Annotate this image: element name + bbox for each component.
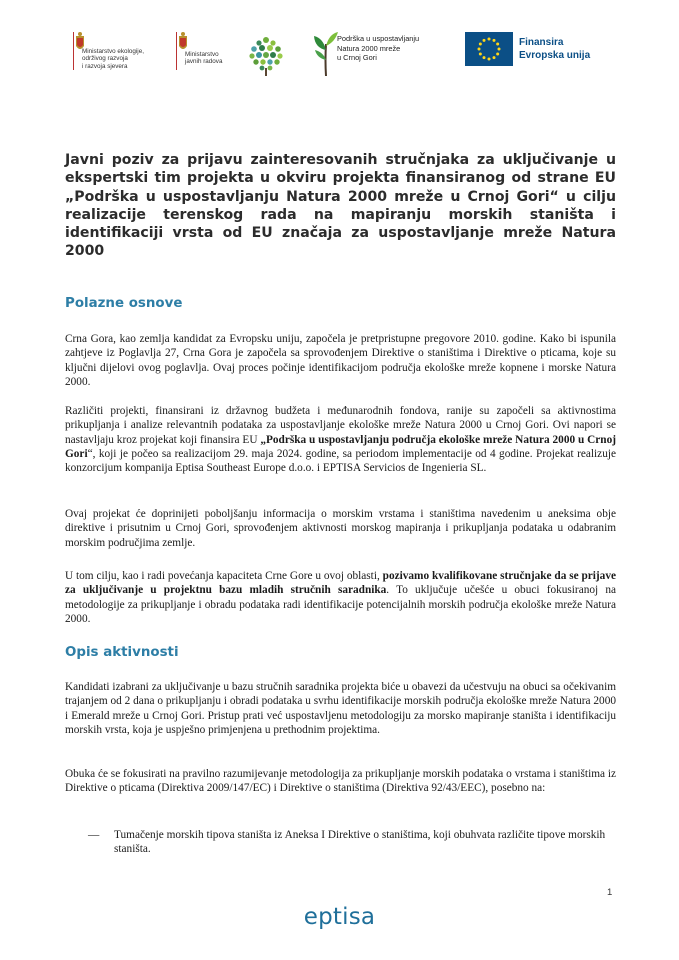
logo1-line2: održivog razvoja bbox=[82, 55, 128, 63]
logo5-line1: Finansira bbox=[519, 37, 564, 48]
eu-funding-logo bbox=[465, 32, 591, 66]
eu-star-icon bbox=[488, 38, 491, 41]
eu-star-icon bbox=[483, 56, 486, 59]
logo5-line2: Evropska unija bbox=[519, 50, 591, 61]
ministry-public-works-logo bbox=[173, 30, 223, 70]
eu-star-icon bbox=[478, 48, 481, 51]
paragraph-intro-4-a: U tom cilju, kao i radi povećanja kapaciteta Crne Gore u ovoj oblasti, bbox=[65, 570, 383, 582]
section-heading-opis-aktivnosti: Opis aktivnosti bbox=[65, 645, 179, 660]
eu-star-icon bbox=[483, 39, 486, 42]
logo2-line2: javnih radova bbox=[185, 58, 223, 66]
paragraph-intro-2-b: “, koji je počeo sa realizacijom 29. maja 2024. godine, sa periodom implementacije od 4 godine. Projekat realizuje konzorcijum kompanija Eptisa Southeast Europe d.o.o. i EPTISA Servicios de Ingenieria SL. bbox=[65, 447, 616, 475]
logo1-line3: i razvoja sjevera bbox=[82, 62, 128, 70]
paragraph-activities-2: Obuka će se fokusirati na pravilno razumijevanje metodologija za prikupljanje morskih podataka o vrstama i staništima iz Direktive o pticama (Direktiva 2009/147/EC) i Direktive o staništima (Direktiva 92/43/EEC), posebno na: bbox=[65, 768, 616, 795]
eu-star-icon bbox=[493, 39, 496, 42]
list-item-text: Tumačenje morskih tipova staništa iz Aneksa I Direktive o staništima, koji obuhvata različite tipove morskih staništa. bbox=[114, 829, 606, 856]
paragraph-intro-3: Ovaj projekat će doprinijeti poboljšanju informacija o morskim vrstama i staništima navedenim u aneksima obje direktive i prisutnim u Crnoj Gori, sprovođenjem aktivnosti morskog mapiranja i prikupljanja podataka u odabranim morskim područjima zemlje. bbox=[65, 508, 616, 549]
list-item bbox=[88, 828, 616, 857]
eu-star-icon bbox=[496, 53, 499, 56]
dash-bullet: — bbox=[88, 829, 100, 841]
page-number: 1 bbox=[607, 887, 613, 898]
eu-flag-icon bbox=[465, 32, 513, 66]
eu-star-icon bbox=[479, 53, 482, 56]
paragraph-intro-1: Crna Gora, kao zemlja kandidat za Evropsku uniju, započela je pretpristupne pregovore 2010. godine. Kako bi ispunila zahtjeve iz Poglavlja 27, Crna Gora je započela sa sprovođenjem Direktive o staništima i Direktive o pticama, koje su ključni dijelovi ovog poglavlja. Ovaj proces počinje identifikacijom područja ekološke mreže kopnene i morske Natura 2000. bbox=[65, 333, 616, 388]
logo4-line3: u Crnoj Gori bbox=[337, 53, 377, 63]
natura-project-logo bbox=[311, 30, 420, 78]
logo-header bbox=[70, 30, 620, 82]
eu-star-icon bbox=[496, 43, 499, 46]
logo4-line1: Podrška u uspostavljanju bbox=[337, 34, 420, 43]
paragraph-intro-2 bbox=[65, 404, 616, 475]
eu-star-icon bbox=[493, 56, 496, 59]
eu-star-icon bbox=[479, 43, 482, 46]
paragraph-intro-4-b: . To uključuje učešće u obuci fokusiranoj na metodologije za prikupljanje i obradu podataka radi identifikacije potencijalnih morskih područja ekološke mreže Natura 2000. bbox=[65, 584, 616, 625]
eptisa-logo: eptisa bbox=[303, 904, 376, 930]
tree-dots-icon bbox=[246, 34, 286, 76]
eu-star-icon bbox=[488, 58, 491, 61]
eu-star-icon bbox=[498, 48, 501, 51]
ministry-ecology-logo bbox=[70, 30, 144, 70]
logo1-line1: Ministarstvo ekologije, bbox=[82, 48, 144, 55]
paragraph-activities-1: Kandidati izabrani za uključivanje u bazu stručnih saradnika projekta biće u obavezi da učestvuju na obuci sa očekivanim trajanjem od 2 dana o prikupljanju i obradi podataka u svrhu identifikacije morskih područja ekološke mreže Natura 2000 i Emerald mreže u Crnoj Gori. Pristup prati već uspostavljenu metodologiju za morsko mapiranje staništa i identifikaciju morskih vrsta, koja je uspješno primjenjena u prethodnim projektima. bbox=[65, 681, 616, 736]
paragraph-intro-2-a: Različiti projekti, finansirani iz državnog budžeta i međunarodnih fondova, ranije su započeli sa aktivnostima prikupljanja i analize relevantnih podataka za uspostavljanje ekološke mreže Natura 2000 u Crnoj Gori. Ovi napori se nastavljaju kroz projekat koji finansira EU bbox=[65, 405, 616, 446]
project-name-bold: „Podrška u uspostavljanju područja ekološke mreže Natura 2000 u Crnoj Gori bbox=[65, 433, 616, 460]
logo4-line2: Natura 2000 mreže bbox=[337, 43, 401, 53]
call-to-action-bold: pozivamo kvalifikovane stručnjake da se prijave za uključivanje u projektnu bazu mladih stručnih saradnika bbox=[65, 570, 616, 597]
paragraph-intro-4 bbox=[65, 569, 616, 626]
section-heading-polazne-osnove: Polazne osnove bbox=[65, 296, 183, 311]
green-tree-logo bbox=[246, 34, 286, 76]
logo2-line1: Ministarstvo bbox=[185, 51, 219, 58]
document-title: Javni poziv za prijavu zainteresovanih stručnjaka za uključivanje u ekspertski tim projekta u okviru projekta finansiranog od strane EU „Podrška u uspostavljanju Natura 2000 mreže u Crnoj Gori“ u cilju realizacije terenskog rada na mapiranju morskih staništa i identifikaciji vrsta od EU značaja za uspostavljanje mreže Natura 2000 bbox=[65, 152, 616, 260]
